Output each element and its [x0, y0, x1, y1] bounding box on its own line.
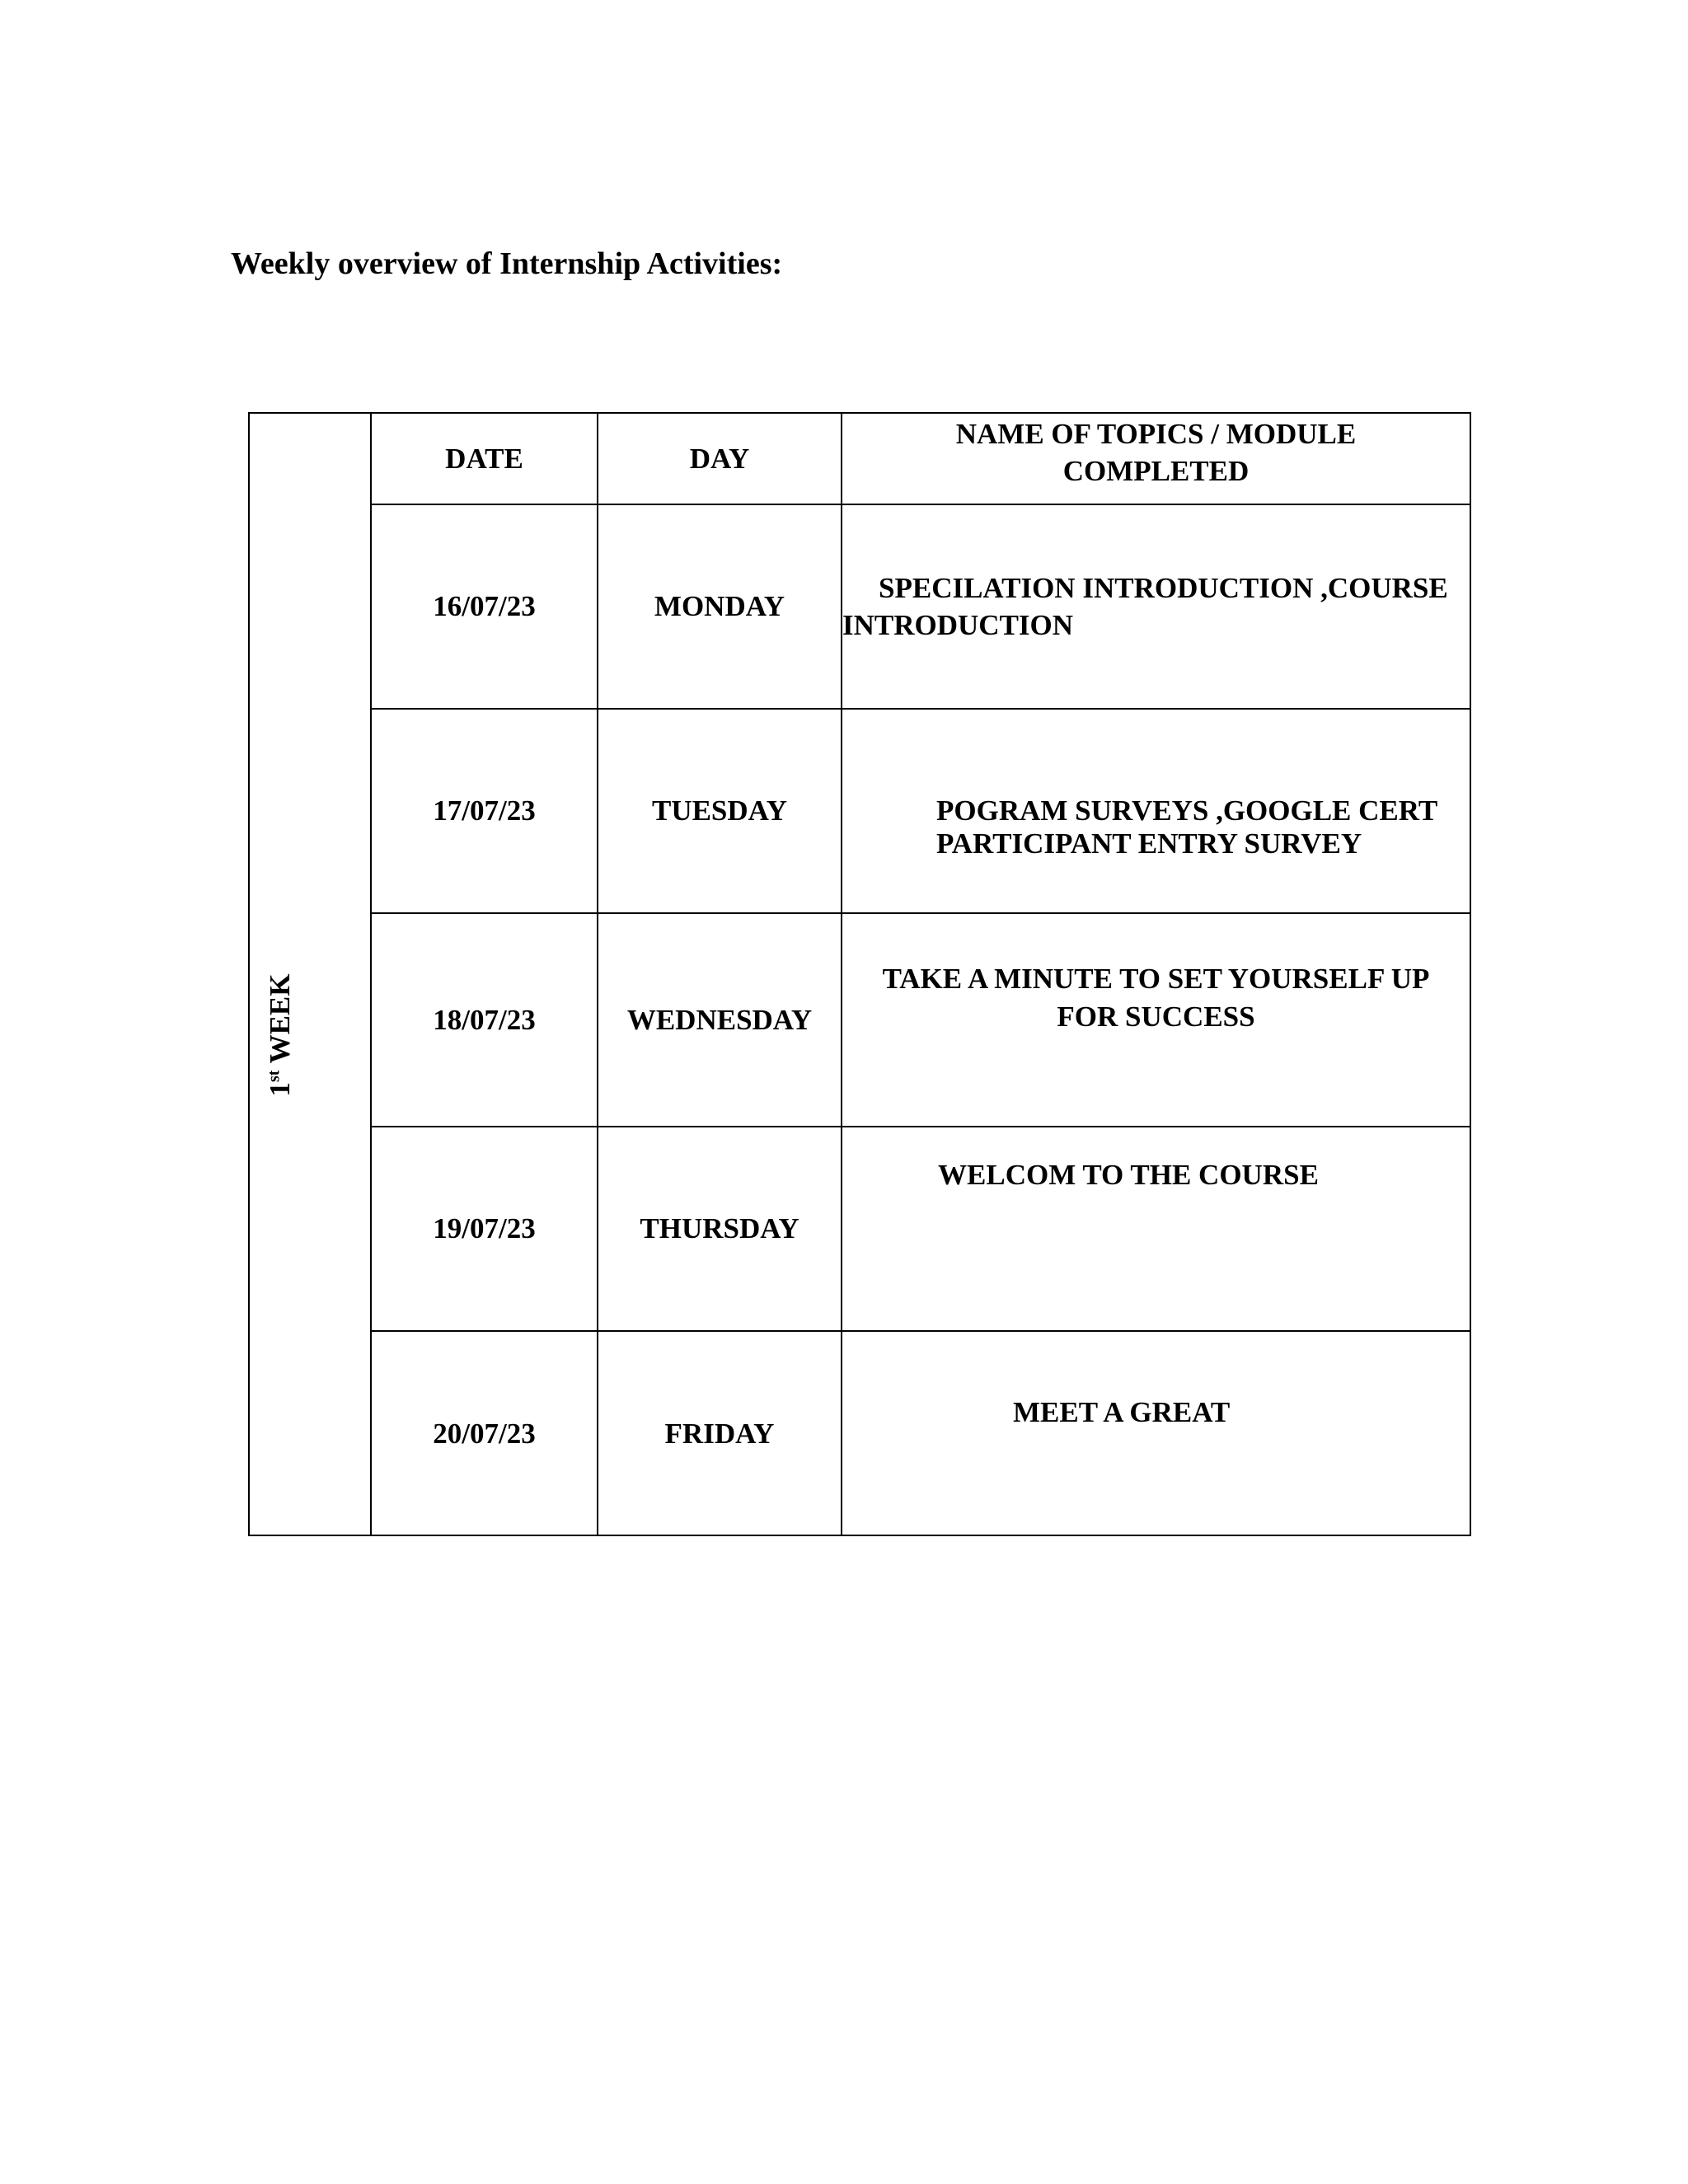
row5-topics-line1: MEET A GREAT	[1013, 1396, 1231, 1428]
header-date: DATE	[445, 443, 523, 475]
page-title: Weekly overview of Internship Activities:	[231, 246, 783, 281]
row1-day: MONDAY	[654, 590, 785, 622]
table-rule-row2-bottom	[370, 912, 1471, 914]
table-border-left	[248, 412, 250, 1536]
table-border-bottom	[248, 1535, 1471, 1536]
row3-day: WEDNESDAY	[626, 1004, 813, 1036]
row4-topics-line1: WELCOM TO THE COURSE	[938, 1159, 1319, 1191]
table-border-right	[1470, 412, 1471, 1536]
table-rule-row3-bottom	[370, 1126, 1471, 1127]
week-word: WEEK	[264, 973, 296, 1064]
header-topics-line1: NAME OF TOPICS / MODULE	[955, 418, 1357, 450]
row3-topics-line1: TAKE A MINUTE TO SET YOURSELF UP	[882, 963, 1430, 995]
row3-topics-line2: FOR SUCCESS	[1057, 1001, 1255, 1033]
row2-topics-line2: PARTICIPANT ENTRY SURVEY	[936, 827, 1362, 860]
table-rule-week-column	[370, 412, 372, 1536]
table-rule-header-bottom	[370, 504, 1471, 505]
row1-topics-line1: SPECILATION INTRODUCTION ,COURSE	[879, 572, 1448, 604]
week-label	[264, 974, 297, 1097]
row2-date: 17/07/23	[433, 794, 536, 827]
row1-date: 16/07/23	[433, 590, 536, 622]
week-number: 1	[264, 1082, 296, 1097]
header-day: DAY	[689, 443, 750, 475]
row2-day: TUESDAY	[651, 794, 788, 827]
table-rule-date-column	[597, 412, 598, 1536]
row5-date: 20/07/23	[433, 1418, 536, 1450]
row4-date: 19/07/23	[433, 1212, 536, 1244]
row2-topics-line1: POGRAM SURVEYS ,GOOGLE CERT	[936, 794, 1438, 827]
row4-day: THURSDAY	[640, 1212, 799, 1244]
row3-date: 18/07/23	[433, 1004, 536, 1036]
header-topics-line2: COMPLETED	[1062, 455, 1250, 487]
week-ordinal-suffix: st	[265, 1070, 284, 1082]
table-border-top	[248, 412, 1471, 414]
table-rule-row1-bottom	[370, 708, 1471, 710]
row1-topics-line2: INTRODUCTION	[842, 609, 1074, 641]
row5-day: FRIDAY	[664, 1418, 775, 1450]
table-rule-row4-bottom	[370, 1330, 1471, 1332]
